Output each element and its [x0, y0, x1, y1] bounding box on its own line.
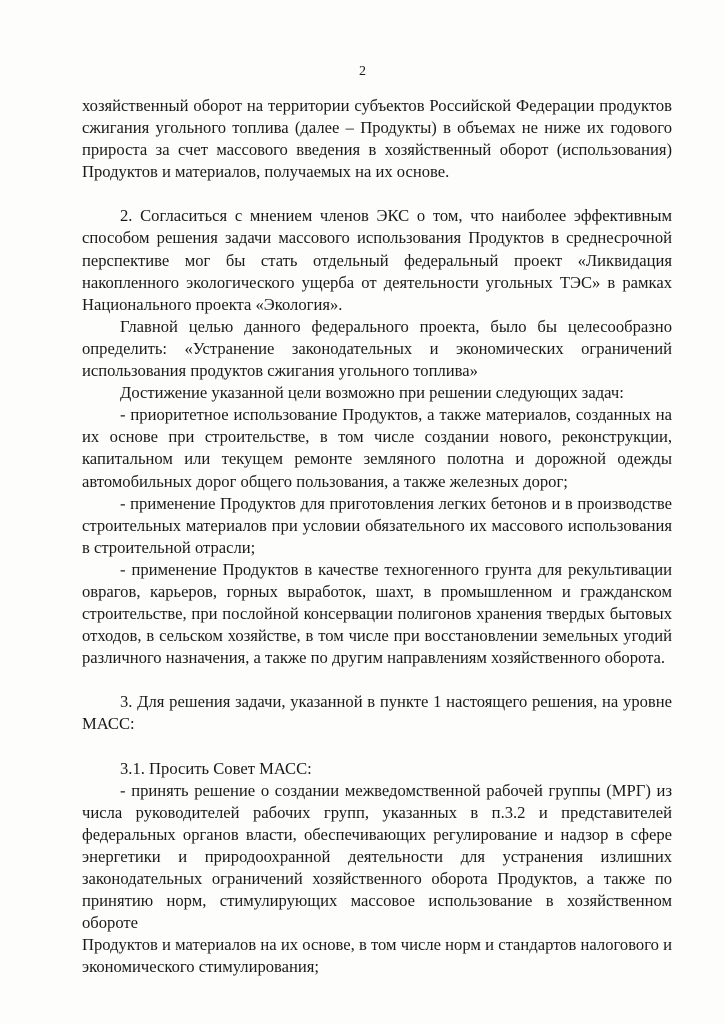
text-line: Главной целью данного федерального проекта, было бы целесообразно [120, 316, 672, 336]
text-line: перспективе мог бы стать отдельный федеральный проект «Ликвидация [82, 250, 672, 270]
text-line: различного назначения, а также по другим направлениям хозяйственного оборота. [82, 648, 666, 668]
text-line: способом решения задачи массового использования Продуктов в среднесрочной [82, 228, 672, 248]
text-line: - применение Продуктов для приготовления легких бетонов и в производстве [120, 493, 672, 513]
paragraph-gap [82, 183, 672, 205]
text-line: принятию норм, стимулирующих массовое использование в хозяйственном обороте [82, 891, 672, 933]
text-line: 3. Для решения задачи, указанной в пункте 1 настоящего решения, на уровне [120, 692, 672, 712]
text-line: федеральных органов власти, обеспечивающих регулирование и надзор в сфере [82, 824, 672, 844]
text-line: капитальном или текущем ремонте земляного полотна и дорожной одежды [82, 449, 672, 469]
text-line: хозяйственный оборот на территории субъектов Российской Федерации продуктов [82, 96, 672, 115]
text-line: сжигания угольного топлива (далее – Продукты) в объемах не ниже их годового [82, 118, 672, 138]
text-line: 3.1. Просить Совет МАСС: [120, 758, 312, 778]
document-body [82, 95, 672, 978]
text-line: определить: «Устранение законодательных и экономических ограничений [82, 338, 672, 358]
text-line: автомобильных дорог общего пользования, а также железных дорог; [82, 471, 568, 491]
text-line: использования продуктов сжигания угольного топлива» [82, 361, 478, 381]
text-line: - приоритетное использование Продуктов, а также материалов, созданных на [120, 405, 672, 425]
page-number: 2 [359, 64, 366, 79]
paragraph-container [82, 95, 672, 978]
text-line: строительстве, при послойной консервации полигонов хранения твердых бытовых [82, 604, 672, 624]
text-line: энергетики и природоохранной деятельности для устранения излишних [82, 846, 672, 866]
text-line: Достижение указанной цели возможно при решении следующих задач: [120, 383, 624, 403]
text-line: числа руководителей рабочих групп, указанных в п.3.2 и представителей [82, 802, 672, 822]
text-line: в строительной отрасли; [82, 537, 256, 557]
text-line: Продуктов и материалов на их основе, в том числе норм и стандартов налогового и [82, 935, 672, 955]
paragraph-gap [82, 736, 672, 758]
text-line: - принять решение о создании межведомственной рабочей группы (МРГ) из [120, 780, 672, 800]
text-line: МАСС: [82, 714, 135, 734]
paragraph-gap [82, 669, 672, 691]
text-line: их основе при строительстве, в том числе создании нового, реконструкции, [82, 427, 672, 447]
text-line: отходов, в сельском хозяйстве, в том числе при восстановлении земельных угодий [82, 626, 672, 646]
text-line: 2. Согласиться с мнением членов ЭКС о том, что наиболее эффективным [120, 206, 672, 226]
text-line: накопленного экологического ущерба от деятельности угольных ТЭС» в рамках [82, 272, 672, 292]
text-line: строительных материалов при условии обязательного их массового использования [82, 515, 672, 535]
text-line: оврагов, карьеров, горных выработок, шахт, в промышленном и гражданском [82, 581, 672, 601]
text-line: прироста за счет массового введения в хозяйственный оборот (использования) [82, 140, 672, 160]
text-line: - применение Продуктов в качестве техногенного грунта для рекультивации [120, 559, 672, 579]
text-line: Продуктов и материалов, получаемых на их основе. [82, 162, 450, 182]
text-line: Национального проекта «Экология». [82, 294, 343, 314]
text-line: законодательных ограничений хозяйственного оборота Продуктов, а также по [82, 869, 672, 888]
text-line: экономического стимулирования; [82, 957, 320, 977]
